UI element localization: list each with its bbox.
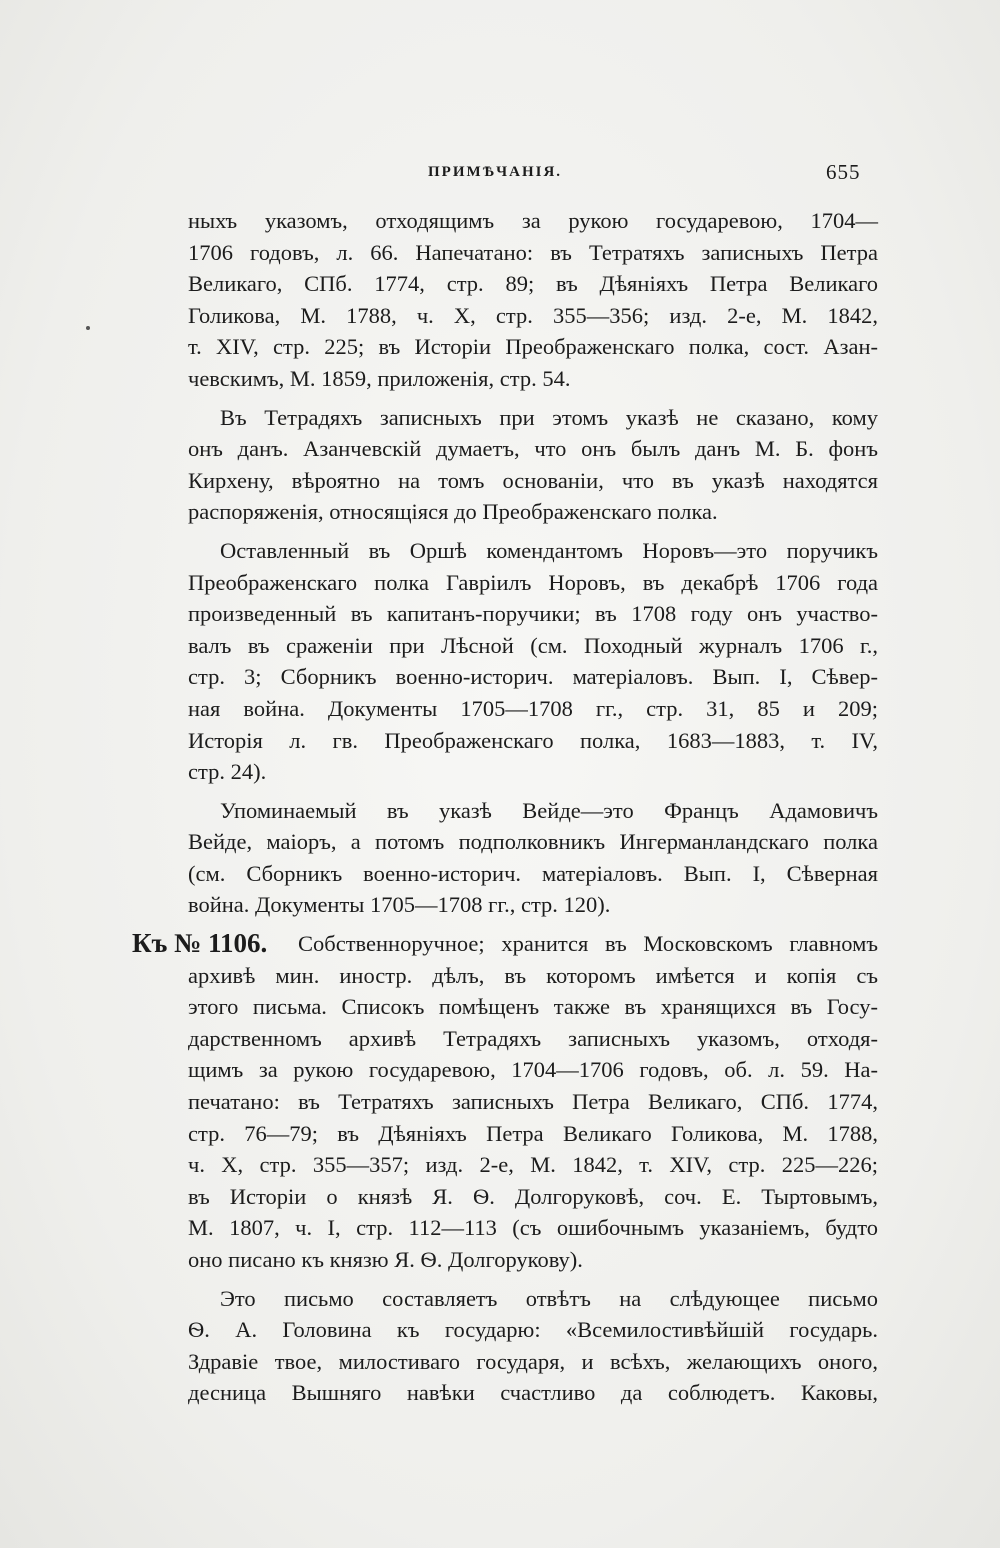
text-line: Великаго, СПб. 1774, стр. 89; въ Дѣяніяхъ Петра Великаго — [188, 271, 878, 297]
running-header — [0, 160, 1000, 190]
text-line: 1706 годовъ, л. 66. Напечатано: въ Тетратяхъ записныхъ Петра — [188, 239, 878, 265]
text-line: Это письмо составляетъ отвѣтъ на слѣдующее письмо — [220, 1285, 878, 1311]
margin-speck — [86, 326, 90, 330]
text-line: Ѳ. А. Головина къ государю: «Всемилостивѣйшій государь. — [188, 1317, 878, 1343]
text-line: архивѣ мин. иностр. дѣлъ, въ которомъ имѣется и копія съ — [188, 962, 878, 988]
body-text — [132, 205, 878, 1409]
text-line: ная война. Документы 1705—1708 гг., стр. 31, 85 и 209; — [188, 695, 878, 721]
text-line: ч. X, стр. 355—357; изд. 2-е, М. 1842, т. XIV, стр. 225—226; — [188, 1152, 878, 1178]
entry-heading: Къ № 1106. — [132, 928, 268, 959]
text-line: десница Вышняго навѣки счастливо да соблюдетъ. Каковы, — [188, 1380, 878, 1406]
text-line: война. Документы 1705—1708 гг., стр. 120). — [188, 892, 611, 918]
text-line: дарственномъ архивѣ Тетрадяхъ записныхъ указомъ, отходя- — [188, 1025, 878, 1051]
paragraph — [188, 535, 878, 788]
text-line: Въ Тетрадяхъ записныхъ при этомъ указѣ не сказано, кому — [220, 404, 878, 430]
text-line: печатано: въ Тетратяхъ записныхъ Петра Великаго, СПб. 1774, — [188, 1089, 878, 1115]
page-number: 655 — [826, 160, 861, 184]
text-line: онъ данъ. Азанчевскій думаетъ, что онъ былъ данъ М. Б. фонъ — [188, 436, 878, 462]
text-line: оно писано къ князю Я. Ѳ. Долгорукову). — [188, 1247, 583, 1272]
text-line: стр. 24). — [188, 759, 267, 785]
text-line: Оставленный въ Оршѣ комендантомъ Норовъ—это поручикъ — [220, 537, 878, 563]
text-line: Голикова, М. 1788, ч. X, стр. 355—356; изд. 2-е, М. 1842, — [188, 302, 878, 328]
paragraph — [188, 205, 878, 395]
text-line: М. 1807, ч. I, стр. 112—113 (съ ошибочнымъ указаніемъ, будто — [188, 1215, 878, 1241]
text-line: Вейде, маіоръ, а потомъ подполковникъ Ингерманландскаго полка — [188, 829, 878, 855]
paragraph — [188, 795, 878, 921]
text-line: произведенный въ капитанъ-поручики; въ 1708 году онъ участво- — [188, 601, 878, 627]
paragraph — [188, 402, 878, 528]
text-line: т. XIV, стр. 225; въ Исторіи Преображенскаго полка, сост. Азан- — [188, 334, 878, 360]
text-line: Преображенскаго полка Гавріилъ Норовъ, въ декабрѣ 1706 года — [188, 569, 878, 595]
text-line: стр. 3; Сборникъ военно-историч. матеріаловъ. Вып. I, Сѣвер- — [188, 664, 878, 690]
text-line: этого письма. Списокъ помѣщенъ также въ хранящихся въ Госу- — [188, 994, 878, 1020]
text-line: стр. 76—79; въ Дѣяніяхъ Петра Великаго Голикова, М. 1788, — [188, 1120, 878, 1146]
paragraph — [188, 1283, 878, 1409]
text-line: въ Исторіи о князѣ Я. Ѳ. Долгоруковѣ, соч. Е. Тыртовымъ, — [188, 1183, 878, 1209]
note-entry — [132, 928, 878, 1276]
text-line: валъ въ сраженіи при Лѣсной (см. Походный журналъ 1706 г., — [188, 632, 878, 658]
text-line: Упоминаемый въ указѣ Вейде—это Францъ Адамовичъ — [220, 797, 878, 823]
text-line: (см. Сборникъ военно-историч. матеріаловъ. Вып. I, Сѣверная — [188, 860, 878, 886]
running-header-title: ПРИМѢЧАНІЯ. — [428, 164, 563, 180]
text-line: чевскимъ, М. 1859, приложенія, стр. 54. — [188, 365, 571, 391]
text-line: щимъ за рукою государевою, 1704—1706 годовъ, об. л. 59. На- — [188, 1057, 878, 1083]
text-line: Исторія л. гв. Преображенскаго полка, 1683—1883, т. IV, — [188, 727, 878, 753]
text-line: ныхъ указомъ, отходящимъ за рукою государевою, 1704— — [188, 208, 878, 233]
text-line: Собственноручное; хранится въ Московскомъ главномъ — [298, 931, 878, 957]
text-line: распоряженія, относящіяся до Преображенскаго полка. — [188, 499, 718, 525]
text-line: Кирхену, вѣроятно на томъ основаніи, что въ указѣ находятся — [188, 467, 878, 493]
text-line: Здравіе твое, милостиваго государя, и всѣхъ, желающихъ оного, — [188, 1348, 878, 1374]
